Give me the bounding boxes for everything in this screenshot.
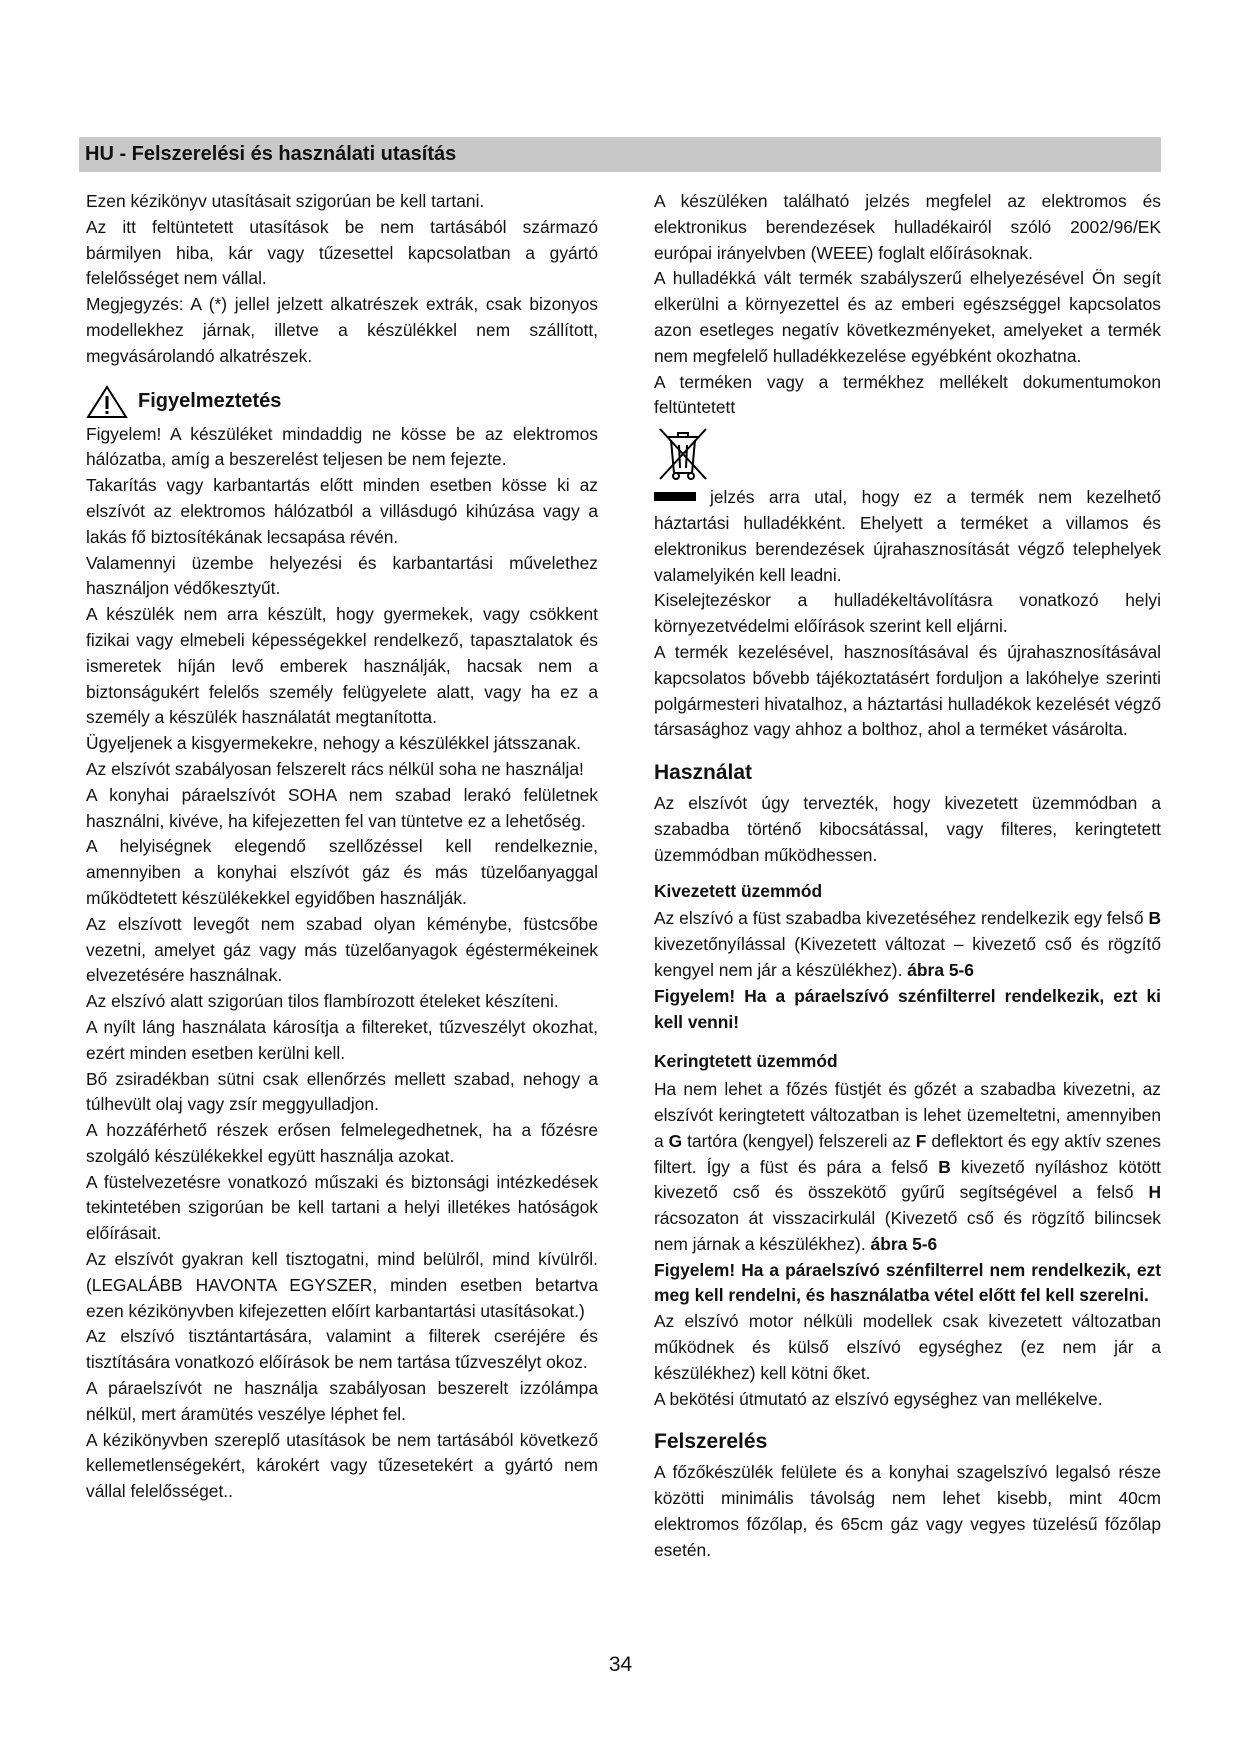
use-heading: Használat [654, 761, 753, 785]
warning-item: Figyelem! A készüléket mindaddig ne kösse be az elektromos hálózatba, amíg a beszerelést teljesen be nem fejezte. [86, 423, 598, 470]
ducted-text [654, 906, 1161, 983]
motorless-text: Az elszívó motor nélküli modellek csak kivezetett változatban működnek és külső elszívó egységhez (ez nem jár a készülékhez) kell kötni őket. [654, 1311, 1161, 1383]
warning-item: Az elszívó alatt szigorúan tilos flambírozott ételeket készíteni. [86, 991, 559, 1012]
warning-item: Valamennyi üzembe helyezési és karbantartási művelethez használjon védőkesztyűt. [86, 552, 598, 599]
warning-item: A füstelvezetésre vonatkozó műszaki és biztonsági intézkedések tekintetében szigorúan be kell tartani a helyi illetékes hatóságok előírásait. [86, 1171, 598, 1244]
ducted-warning: Figyelem! Ha a páraelszívó szénfilterrel rendelkezik, ezt ki kell venni! [654, 985, 1161, 1032]
warning-item: Az elszívó tisztántartására, valamint a filterek cseréjére és tisztítására vonatkozó előírások be nem tartása tűzveszélyt okoz. [86, 1326, 598, 1373]
recirc-heading: Keringtetett üzemmód [654, 1051, 838, 1072]
recirc-text-c: deflektort és egy aktív szenes filtert. Így a füst és pára a felső [654, 1130, 1161, 1177]
weee-paragraph: A terméken vagy a termékhez mellékelt dokumentumokon feltüntetett [654, 371, 1161, 418]
warning-item: A készülék nem arra készült, hogy gyermekek, vagy csökkent fizikai vagy elmebeli képességekkel rendelkező, tapasztalatok és ismeretek híján levő emberek használják, hacsak nem a biztonságukért felelős személy felügyelete alatt, vagy ha ez a személy a készülék használatát megtanította. [86, 604, 598, 728]
recirc-text [654, 1077, 1161, 1258]
recirc-text-b: tartóra (kengyel) felszereli az [682, 1130, 916, 1151]
warning-item: A helyiségnek elegendő szellőzéssel kell rendelkeznie, amennyiben a konyhai elszívót gáz és más tüzelőanyaggal működtetett készülékekkel egyidőben használják. [86, 836, 598, 908]
warning-title: Figyelmeztetés [138, 389, 282, 412]
recirc-warning: Figyelem! Ha a páraelszívó szénfilterrel nem rendelkezik, ezt meg kell rendelni, és használatba vétel előtt fel kell szerelni. [654, 1259, 1161, 1306]
warning-item: Az elszívót szabályosan felszerelt rács nélkül soha ne használja! [86, 758, 584, 779]
black-bar-mark [654, 492, 696, 501]
warning-item: Ügyeljenek a kisgyermekekre, nehogy a készülékkel játsszanak. [86, 733, 581, 754]
warning-item: A nyílt láng használata károsítja a filtereket, tűzveszélyt okozhat, ezért minden esetben kerülni kell. [86, 1016, 598, 1063]
ducted-heading: Kivezetett üzemmód [654, 880, 823, 901]
ducted-text-c: kivezetőnyílással (Kivezetett változat – kivezető cső és rögzítő kengyel nem jár a készülékhez). [654, 934, 1161, 980]
intro-line-1: Ezen kézikönyv utasításait szigorúan be kell tartani. [86, 191, 485, 211]
page-number: 34 [608, 1653, 633, 1676]
warning-item: A kézikönyvben szereplő utasítások be nem tartásából következő kellemetlenségekért, károkért vagy tűzesetekért a gyártó nem vállal felelősséget.. [86, 1429, 598, 1502]
recirc-text-a: Ha nem lehet a főzés füstjét és gőzét a szabadba kivezetni, az elszívót keringtetett változatban is lehet üzemeltetni, amennyiben a [654, 1079, 1161, 1151]
install-text: A főzőkészülék felülete és a konyhai szagelszívó legalsó része közötti minimális távolság nem lehet kisebb, mint 40cm elektromos főzőlap, és 65cm gáz vagy vegyes tüzelésű főzőlap esetén. [654, 1462, 1161, 1560]
weee-symbol-row [654, 423, 1161, 485]
weee-symbol-desc: jelzés arra utal, hogy ez a termék nem kezelhető háztartási hulladékként. Ehelyett a terméket a villamos és elektronikus berendezések újrahasznosítását végző telephelyek valamelyikén kell leadni. [654, 487, 1161, 585]
left-column [86, 189, 598, 1505]
intro-note: Megjegyzés: A (*) jellel jelzett alkatrészek extrák, csak bizonyos modellekhez járnak, illetve a készülékkel nem szállított, megvásárolandó alkatrészek. [86, 294, 598, 366]
ducted-text-b: B [1148, 908, 1161, 929]
recirc-text-f: F [915, 1130, 927, 1151]
warning-item: A hozzáférhető részek erősen felmelegedhetnek, ha a főzésre szolgáló készülékekkel együtt használja azokat. [86, 1120, 598, 1166]
warning-item: A páraelszívót ne használja szabályosan beszerelt izzólámpa nélkül, mert áramütés veszélye léphet fel. [86, 1378, 598, 1424]
crossed-bin-icon [654, 423, 712, 483]
recirc-figure-ref: ábra 5-6 [870, 1233, 938, 1254]
recirc-text-bb: B [938, 1156, 951, 1177]
recirc-text-d: kivezető nyíláshoz kötött kivezető cső és összekötő gyűrű segítségével a felső [654, 1156, 1161, 1203]
weee-paragraph: A készüléken található jelzés megfelel az elektromos és elektronikus berendezések hulladékairól szóló 2002/96/EK európai irányelvben (WEEE) foglalt előírásoknak. [654, 191, 1161, 263]
weee-symbol-text [654, 485, 1161, 588]
recirc-text-h: H [1148, 1182, 1161, 1203]
warning-item: A konyhai páraelszívót SOHA nem szabad lerakó felületnek használni, kivéve, ha kifejezetten fel van tüntetve ez a lehetőség. [86, 784, 598, 831]
right-column [654, 189, 1161, 1564]
warning-item: Az elszívót gyakran kell tisztogatni, mind belülről, mind kívülről. (LEGALÁBB HAVONTA EGYSZER, minden esetben betartva ezen kézikönyvben kifejezetten előírt karbantartási utasításokat.) [86, 1249, 598, 1321]
warning-item: Bő zsiradékban sütni csak ellenőrzés mellett szabad, nehogy a túlhevült olaj vagy zsír meggyulladjon. [86, 1068, 598, 1115]
install-heading: Felszerelés [654, 1430, 768, 1454]
weee-paragraph: A hulladékká vált termék szabályszerű elhelyezésével Ön segít elkerülni a környezettel és az emberi egészséggel kapcsolatos azon esetleges negatív következményeket, amelyeket a termék nem megfelelő hulladékkezelése egyébként okozhatna. [654, 268, 1161, 366]
header-title: HU - Felszerelési és használati utasítás [85, 143, 457, 165]
warning-item: Az elszívott levegőt nem szabad olyan kéménybe, füstcsőbe vezetni, amelyet gáz vagy más tüzelőanyagok égéstermékeinek elvezetésére használnak. [86, 913, 598, 986]
warning-heading [86, 384, 598, 420]
weee-paragraph: Kiselejtezéskor a hulladékeltávolításra vonatkozó helyi környezetvédelmi előírások szerint kell eljárni. [654, 590, 1161, 637]
recirc-text-e: rácsozaton át visszacirkulál (Kivezető cső és rögzítő bilincsek nem járnak a készülékhez). [654, 1208, 1161, 1254]
warning-item: Takarítás vagy karbantartás előtt minden esetben kösse ki az elszívót az elektromos hálózatból a villásdugó kihúzása vagy a lakás fő biztosítékának lecsapása révén. [86, 475, 598, 547]
ducted-figure-ref: ábra 5-6 [907, 959, 974, 980]
ducted-text-a: Az elszívó a füst szabadba kivezetéséhez rendelkezik egy felső [654, 908, 1149, 929]
manual-note: A bekötési útmutató az elszívó egységhez van mellékelve. [654, 1388, 1103, 1409]
page-header [79, 137, 1161, 172]
intro-disclaimer: Az itt feltüntetett utasítások be nem tartásából származó bármilyen hiba, kár vagy tűzesettel kapcsolatban a gyártó felelősséget nem vállal. [86, 216, 598, 289]
weee-paragraph: A termék kezelésével, hasznosításával és újrahasznosításával kapcsolatos bővebb tájékoztatásért forduljon a lakóhelye szerinti polgármesteri hivatalhoz, a háztartási hulladékok kezelését végző társasághoz vagy ahhoz a bolthoz, ahol a terméket vásárolta. [654, 641, 1161, 740]
use-text: Az elszívót úgy tervezték, hogy kivezetett üzemmódban a szabadba történő kibocsátással, vagy filteres, keringtetett üzemmódban működhessen. [654, 793, 1161, 865]
recirc-text-g: G [668, 1130, 683, 1151]
warning-triangle-icon [86, 385, 128, 419]
